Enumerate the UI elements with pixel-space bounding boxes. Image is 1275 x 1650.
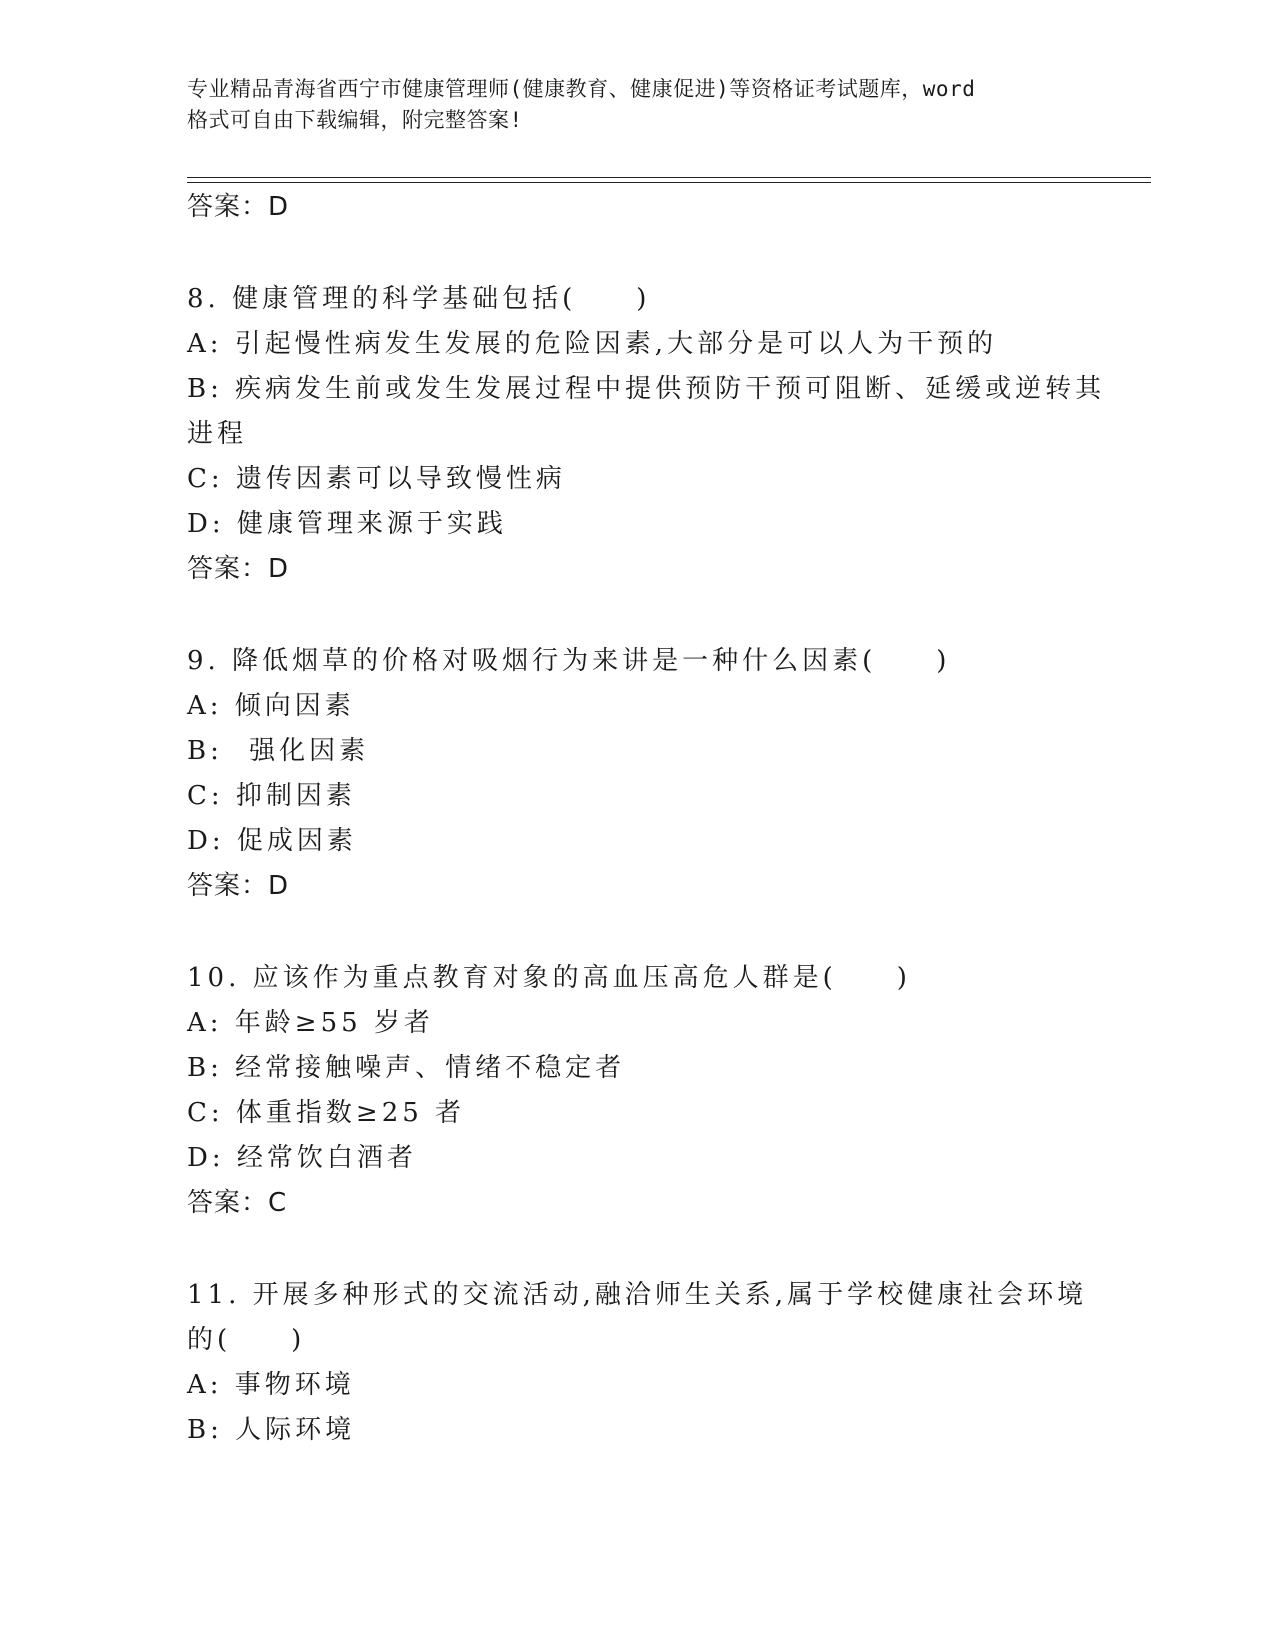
option-a: A: 事物环境: [187, 1370, 355, 1400]
option-b: B: 人际环境: [187, 1415, 356, 1445]
header-divider-bottom: [187, 182, 1151, 183]
header-divider-top: [187, 177, 1151, 178]
question-stem-continued: 的( ): [187, 1325, 306, 1355]
answer-line: 答案：D: [187, 554, 290, 584]
question-item-9: [187, 639, 1087, 909]
answer-line: 答案：D: [187, 192, 290, 222]
option-c: C: 体重指数≥25 者: [187, 1098, 466, 1128]
option-b-prefix: B:: [187, 736, 223, 766]
option-d: D: 健康管理来源于实践: [187, 509, 507, 539]
option-d: D: 经常饮白酒者: [187, 1143, 417, 1173]
answer-line: 答案：C: [187, 1188, 288, 1218]
option-b: B: 疾病发生前或发生发展过程中提供预防干预可阻断、延缓或逆转其: [187, 374, 1106, 404]
question-stem: 11. 开展多种形式的交流活动,融洽师生关系,属于学校健康社会环境: [187, 1280, 1088, 1310]
option-a: A: 倾向因素: [187, 691, 355, 721]
option-b-continued: 进程: [187, 419, 248, 449]
question-item-8: [187, 277, 1106, 592]
question-stem: 10. 应该作为重点教育对象的高血压高危人群是( ): [187, 963, 911, 993]
question-stem: 9. 降低烟草的价格对吸烟行为来讲是一种什么因素( ): [187, 646, 951, 676]
spacer: [187, 230, 1087, 277]
spacer: [187, 909, 1087, 956]
option-d: D: 促成因素: [187, 826, 357, 856]
question-list: [187, 185, 1106, 1453]
question-item-10: [187, 956, 1087, 1226]
question-stem: 8. 健康管理的科学基础包括( ): [187, 284, 651, 314]
option-c: C: 抑制因素: [187, 781, 356, 811]
header-line-2: 格式可自由下载编辑，附完整答案!: [187, 108, 523, 132]
answer-line: 答案：D: [187, 871, 290, 901]
document-header: [187, 74, 1087, 136]
spacer: [187, 592, 1087, 639]
header-line-1: 专业精品青海省西宁市健康管理师(健康教育、健康促进)等资格证考试题库，word: [187, 77, 976, 101]
spacer: [187, 1226, 1087, 1273]
option-b: [187, 729, 1087, 774]
option-b-text: 强化因素: [249, 736, 370, 766]
question-item-11: [187, 1273, 1087, 1453]
option-a: A: 引起慢性病发生发展的危险因素,大部分是可以人为干预的: [187, 329, 998, 359]
option-b: B: 经常接触噪声、情绪不稳定者: [187, 1053, 626, 1083]
option-a: A: 年龄≥55 岁者: [187, 1008, 434, 1038]
option-c: C: 遗传因素可以导致慢性病: [187, 464, 566, 494]
